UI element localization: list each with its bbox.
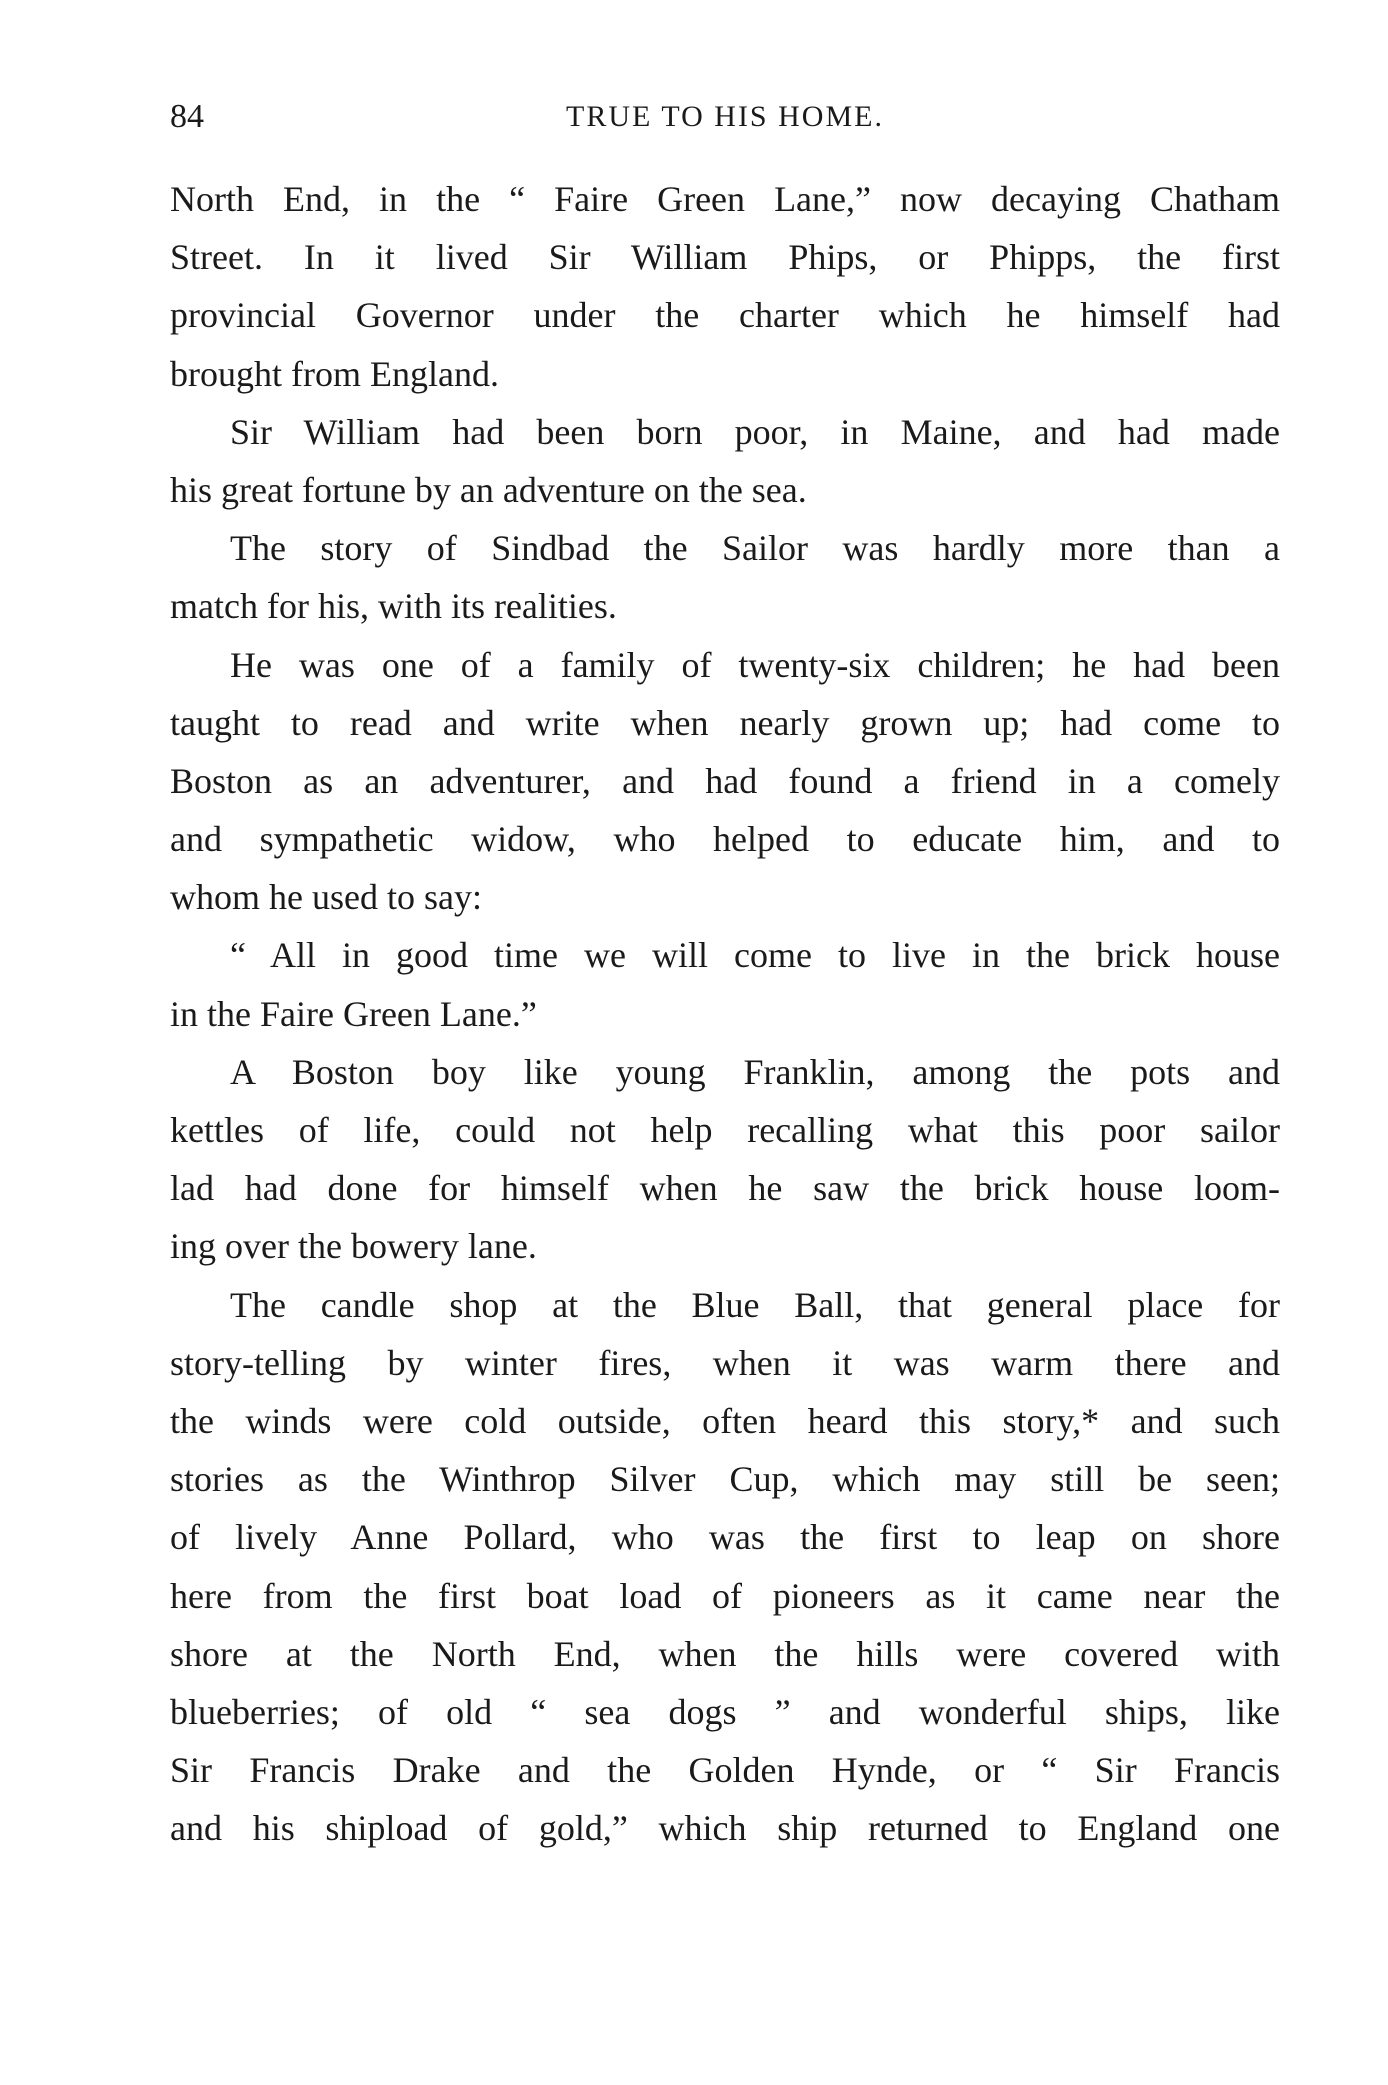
text-line: the winds were cold outside, often heard this story,* and such	[170, 1400, 1280, 1441]
text-line: story-telling by winter fires, when it was warm there and	[170, 1342, 1280, 1383]
text-line: Sir William had been born poor, in Maine, and had made	[230, 411, 1280, 452]
page-header	[170, 92, 1280, 142]
text-line: his great fortune by an adventure on the sea.	[170, 469, 807, 510]
text-line: taught to read and write when nearly grown up; had come to	[170, 702, 1280, 743]
text-line: Street. In it lived Sir William Phips, or Phipps, the first	[170, 237, 1280, 278]
text-line: Boston as an adventurer, and had found a friend in a comely	[170, 760, 1280, 801]
page-number: 84	[170, 98, 204, 135]
text-line: provincial Governor under the charter which he himself had	[170, 295, 1280, 336]
text-line: whom he used to say:	[170, 877, 482, 918]
text-line: shore at the North End, when the hills were covered with	[170, 1633, 1280, 1674]
text-line: North End, in the “ Faire Green Lane,” now decaying Chatham	[170, 179, 1280, 219]
running-title: TRUE TO HIS HOME.	[566, 100, 884, 133]
text-line: The candle shop at the Blue Ball, that general place for	[230, 1284, 1280, 1325]
text-line: kettles of life, could not help recalling what this poor sailor	[170, 1110, 1280, 1150]
text-line: stories as the Winthrop Silver Cup, which may still be seen;	[170, 1459, 1280, 1500]
text-line: brought from England.	[170, 353, 499, 394]
text-line: in the Faire Green Lane.”	[170, 993, 537, 1034]
body-text	[170, 170, 1280, 1857]
text-line: here from the first boat load of pioneers as it came near the	[170, 1575, 1280, 1616]
text-line: A Boston boy like young Franklin, among the pots and	[230, 1051, 1280, 1092]
text-line: He was one of a family of twenty-six children; he had been	[230, 644, 1280, 685]
text-line: Sir Francis Drake and the Golden Hynde, or “ Sir Francis	[170, 1750, 1280, 1791]
text-line: blueberries; of old “ sea dogs ” and wonderful ships, like	[170, 1691, 1280, 1732]
text-line: ing over the bowery lane.	[170, 1226, 537, 1267]
text-line: and sympathetic widow, who helped to educate him, and to	[170, 819, 1280, 860]
text-line: lad had done for himself when he saw the brick house loom-	[170, 1168, 1280, 1209]
text-line: of lively Anne Pollard, who was the first to leap on shore	[170, 1517, 1280, 1558]
text-line: “ All in good time we will come to live in the brick house	[230, 935, 1280, 976]
text-line: and his shipload of gold,” which ship returned to England one	[170, 1808, 1280, 1849]
text-line: The story of Sindbad the Sailor was hardly more than a	[230, 528, 1280, 569]
text-line: match for his, with its realities.	[170, 586, 617, 627]
